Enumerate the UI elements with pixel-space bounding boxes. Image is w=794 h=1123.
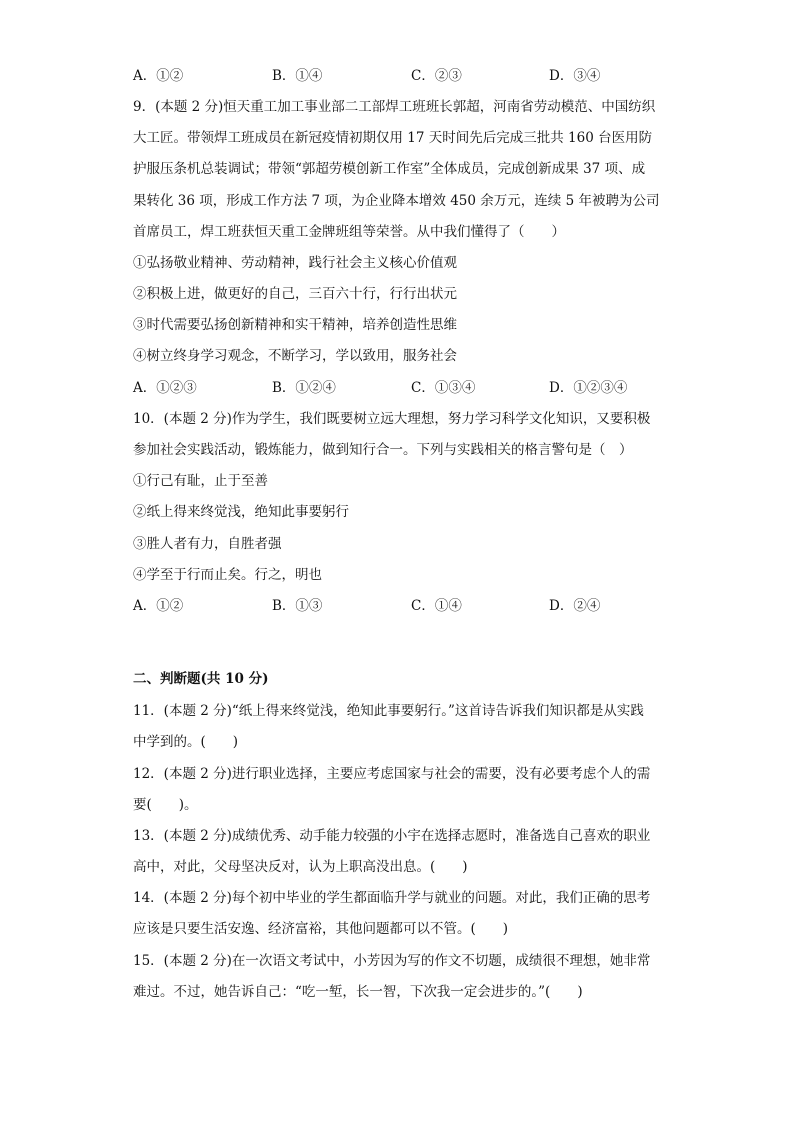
q8-option-d: D．③④ bbox=[549, 68, 601, 84]
q9-statement-3: ③时代需要弘扬创新精神和实干精神，培养创造性思维 bbox=[133, 317, 457, 333]
q9-text-line: 首席员工，焊工班获恒天重工金牌班组等荣誉。从中我们懂得了（ ） bbox=[133, 224, 565, 240]
q10-option-c: C．①④ bbox=[411, 598, 462, 614]
q15-text-line: 难过。不过，她告诉自己：“吃一堑，长一智，下次我一定会进步的。”( ) bbox=[133, 984, 583, 1000]
q8-options bbox=[133, 66, 673, 86]
q12-text-line: 12．(本题 2 分)进行职业选择，主要应考虑国家与社会的需要，没有必要考虑个人的需 bbox=[133, 766, 651, 782]
section-title: 二、判断题(共 10 分) bbox=[133, 671, 269, 687]
q9-text-line: 护服压条机总装调试；带领“郭超劳模创新工作室”全体成员，完成创新成果 37 项、成 bbox=[133, 161, 646, 177]
q9-statement-4: ④树立终身学习观念，不断学习，学以致用，服务社会 bbox=[133, 348, 457, 364]
q9-option-d: D．①②③④ bbox=[549, 380, 628, 396]
q10-option-b: B．①③ bbox=[272, 598, 323, 614]
q9-text-line: 大工匠。带领焊工班成员在新冠疫情初期仅用 17 天时间先后完成三批共 160 台医用防 bbox=[133, 130, 653, 146]
q13-text-line: 高中，对此，父母坚决反对，认为上职高没出息。( ) bbox=[133, 859, 468, 875]
q14-text-line: 应该是只要生活安逸、经济富裕，其他问题都可以不管。( ) bbox=[133, 921, 509, 937]
q9-option-a: A．①②③ bbox=[133, 380, 197, 396]
q10-statement-2: ②纸上得来终觉浅，绝知此事要躬行 bbox=[133, 504, 349, 520]
q10-option-d: D．②④ bbox=[549, 598, 601, 614]
q11-text-line: 中学到的。( ) bbox=[133, 734, 239, 750]
q14-text-line: 14．(本题 2 分)每个初中毕业的学生都面临升学与就业的问题。对此，我们正确的思考 bbox=[133, 890, 651, 906]
q10-text-line: 10．(本题 2 分)作为学生，我们既要树立远大理想，努力学习科学文化知识，又要积极 bbox=[133, 411, 651, 427]
q13-text-line: 13．(本题 2 分)成绩优秀、动手能力较强的小宇在选择志愿时，准备选自己喜欢的职业 bbox=[133, 828, 651, 844]
q9-option-c: C．①③④ bbox=[411, 380, 476, 396]
q9-option-b: B．①②④ bbox=[272, 380, 336, 396]
q10-statement-1: ①行己有耻，止于至善 bbox=[133, 473, 268, 489]
q12-text-line: 要( )。 bbox=[133, 797, 198, 813]
q15-text-line: 15．(本题 2 分)在一次语文考试中，小芳因为写的作文不切题，成绩很不理想，她非常 bbox=[133, 953, 651, 969]
q9-statement-2: ②积极上进，做更好的自己，三百六十行，行行出状元 bbox=[133, 286, 457, 302]
q10-option-a: A．①② bbox=[133, 598, 184, 614]
q11-text-line: 11．(本题 2 分)“纸上得来终觉浅，绝知此事要躬行。”这首诗告诉我们知识都是从实践 bbox=[133, 703, 644, 719]
q8-option-c: C．②③ bbox=[411, 68, 462, 84]
q10-statement-4: ④学至于行而止矣。行之，明也 bbox=[133, 567, 322, 583]
q10-statement-3: ③胜人者有力，自胜者强 bbox=[133, 536, 282, 552]
q9-statement-1: ①弘扬敬业精神、劳动精神，践行社会主义核心价值观 bbox=[133, 255, 457, 271]
q10-text-line: 参加社会实践活动，锻炼能力，做到知行合一。下列与实践相关的格言警句是（ ） bbox=[133, 442, 633, 458]
q9-options bbox=[133, 378, 673, 398]
q8-option-a: A．①② bbox=[133, 68, 184, 84]
q10-options bbox=[133, 596, 673, 616]
q8-option-b: B．①④ bbox=[272, 68, 323, 84]
q9-text-line: 果转化 36 项，形成工作方法 7 项，为企业降本增效 450 余万元，连续 5 年被聘为公司 bbox=[133, 193, 660, 209]
q9-text-line: 9．(本题 2 分)恒天重工加工事业部二工部焊工班班长郭超，河南省劳动模范、中国纺织 bbox=[133, 99, 656, 115]
